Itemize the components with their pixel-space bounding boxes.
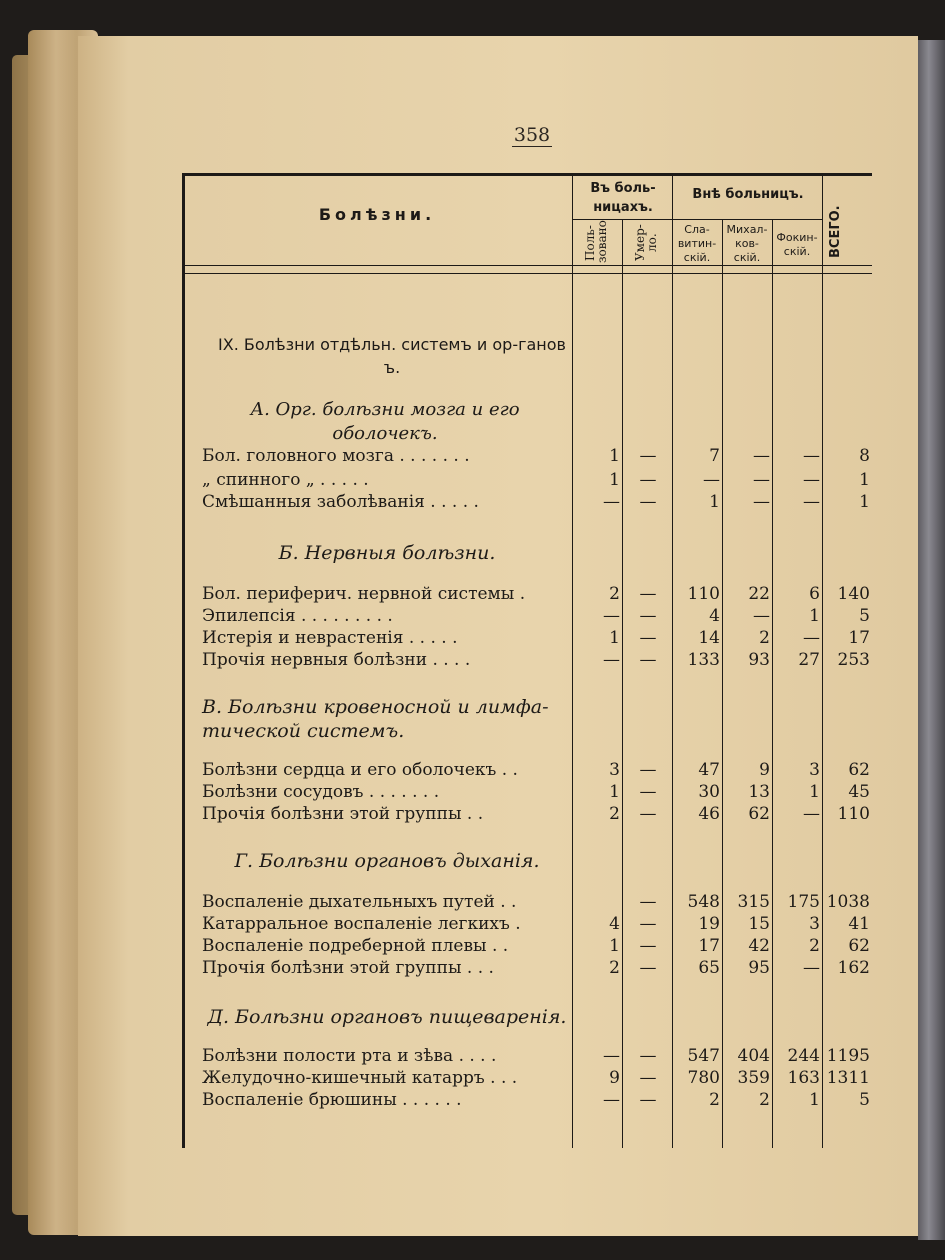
cell-fok: 1 (809, 606, 820, 626)
row-label: Воспаленіе подреберной плевы . . (202, 936, 509, 956)
row-label: Болѣзни полости рта и зѣва . . . . (202, 1046, 497, 1066)
header-bottom-rule (182, 265, 872, 266)
row-label: Прочія нервныя болѣзни . . . . (202, 650, 471, 670)
cell-died: — (639, 782, 657, 802)
cell-slav: 4 (709, 606, 720, 626)
cell-fok: — (803, 628, 820, 648)
cell-died: — (639, 446, 657, 466)
cell-used: — (603, 492, 620, 512)
cell-total: 62 (848, 760, 870, 780)
cell-total: 1 (859, 470, 870, 490)
cell-fok: — (803, 804, 820, 824)
row-label: Воспаленіе брюшины . . . . . . (202, 1090, 462, 1110)
cell-mikh: 9 (759, 760, 770, 780)
cell-mikh: 315 (737, 892, 770, 912)
cell-used: 9 (609, 1068, 620, 1088)
cell-total: 110 (837, 804, 870, 824)
cell-fok: 6 (809, 584, 820, 604)
group-title: Д. Болѣзни органовъ пищеваренія. (207, 1006, 567, 1028)
cell-slav: 548 (687, 892, 720, 912)
cell-died: — (639, 804, 657, 824)
cell-total: 45 (848, 782, 870, 802)
cell-mikh: 93 (748, 650, 770, 670)
cell-slav: 47 (698, 760, 720, 780)
cell-mikh: 95 (748, 958, 770, 978)
col-line-5 (772, 219, 773, 1148)
header-slavitinsky: Сла-витин-скій. (677, 223, 717, 264)
cell-died: — (639, 1090, 657, 1110)
cell-slav: 547 (687, 1046, 720, 1066)
cell-total: 253 (837, 650, 870, 670)
group-title: Г. Болѣзни органовъ дыханія. (234, 850, 540, 872)
row-label: Болѣзни сосудовъ . . . . . . . (202, 782, 440, 802)
cell-used: — (603, 1090, 620, 1110)
col-line-4 (722, 219, 723, 1148)
cell-died: — (639, 958, 657, 978)
cell-slav: 780 (687, 1068, 720, 1088)
cell-used: — (603, 650, 620, 670)
book-cover-edge (918, 40, 945, 1240)
cell-mikh: 22 (748, 584, 770, 604)
header-mikhalkovsky: Михал-ков-скій. (726, 223, 768, 264)
cell-total: 41 (848, 914, 870, 934)
cell-used: 2 (609, 584, 620, 604)
cell-total: 17 (848, 628, 870, 648)
cell-mikh: 13 (748, 782, 770, 802)
table-left-rule (182, 173, 185, 1148)
header-in-hospitals: Въ боль-ницахъ. (590, 181, 656, 215)
cell-died: — (639, 584, 657, 604)
col-line-1 (572, 173, 573, 1148)
cell-mikh: 15 (748, 914, 770, 934)
group-title: В. Болѣзни кровеносной и лимфа-тической системъ. (202, 696, 549, 742)
cell-used: 1 (609, 936, 620, 956)
cell-fok: 3 (809, 760, 820, 780)
row-label: Бол. головного мозга . . . . . . . (202, 446, 470, 466)
header-total: ВСЕГО. (828, 205, 843, 259)
row-label: Истерія и неврастенія . . . . . (202, 628, 458, 648)
header-group-rule (572, 219, 822, 220)
cell-used: 1 (609, 470, 620, 490)
cell-used: 2 (609, 958, 620, 978)
cell-used: — (603, 1046, 620, 1066)
cell-died: — (639, 492, 657, 512)
cell-fok: 175 (787, 892, 820, 912)
cell-fok: — (803, 958, 820, 978)
cell-used: 3 (609, 760, 620, 780)
cell-slav: 14 (698, 628, 720, 648)
cell-slav: 133 (687, 650, 720, 670)
cell-total: 162 (837, 958, 870, 978)
cell-died: — (639, 470, 657, 490)
row-label: Бол. периферич. нервной системы . (202, 584, 526, 604)
col-line-2 (622, 219, 623, 1148)
cell-fok: 163 (787, 1068, 820, 1088)
cell-used: 1 (609, 628, 620, 648)
cell-fok: — (803, 446, 820, 466)
cell-mikh: 404 (737, 1046, 770, 1066)
cell-died: — (639, 914, 657, 934)
cell-total: 1311 (826, 1068, 870, 1088)
header-outside-hospitals: Внѣ больницъ. (692, 187, 804, 202)
cell-slav: 1 (709, 492, 720, 512)
cell-mikh: 42 (748, 936, 770, 956)
cell-slav: 2 (709, 1090, 720, 1110)
header-bottom-rule-2 (182, 273, 872, 274)
cell-used: 4 (609, 914, 620, 934)
col-line-3 (672, 173, 673, 1148)
cell-slav: — (703, 470, 720, 490)
row-label: Болѣзни сердца и его оболочекъ . . (202, 760, 518, 780)
cell-fok: 2 (809, 936, 820, 956)
page-number: 358 (513, 124, 551, 146)
cell-fok: — (803, 470, 820, 490)
cell-fok: 27 (798, 650, 820, 670)
row-label: „ спинного „ . . . . . (202, 470, 369, 490)
cell-fok: 244 (787, 1046, 820, 1066)
cell-slav: 30 (698, 782, 720, 802)
row-label: Смѣшанныя заболѣванія . . . . . (202, 492, 479, 512)
cell-slav: 7 (709, 446, 720, 466)
cell-used: 1 (609, 782, 620, 802)
cell-died: — (639, 1046, 657, 1066)
cell-fok: — (803, 492, 820, 512)
header-died: Умер-ло. (633, 224, 659, 262)
section-title: IX. Болѣзни отдѣльн. системъ и ор-ганов ъ. (218, 335, 566, 377)
cell-fok: 1 (809, 782, 820, 802)
cell-died: — (639, 650, 657, 670)
cell-total: 62 (848, 936, 870, 956)
cell-total: 5 (859, 1090, 870, 1110)
cell-died: — (639, 606, 657, 626)
cell-mikh: — (753, 446, 770, 466)
row-label: Катарральное воспаленіе легкихъ . (202, 914, 521, 934)
header-fokinsky: Фокин-скій. (776, 231, 818, 258)
cell-mikh: 2 (759, 1090, 770, 1110)
cell-died: — (639, 892, 657, 912)
cell-fok: 1 (809, 1090, 820, 1110)
cell-used: — (603, 606, 620, 626)
cell-slav: 17 (698, 936, 720, 956)
cell-total: 5 (859, 606, 870, 626)
cell-total: 8 (859, 446, 870, 466)
cell-used: 1 (609, 446, 620, 466)
table-top-rule (182, 173, 872, 176)
cell-fok: 3 (809, 914, 820, 934)
cell-died: — (639, 628, 657, 648)
row-label: Прочія болѣзни этой группы . . (202, 804, 484, 824)
cell-slav: 110 (687, 584, 720, 604)
cell-mikh: 359 (737, 1068, 770, 1088)
cell-mikh: — (753, 470, 770, 490)
cell-slav: 65 (698, 958, 720, 978)
row-label: Воспаленіе дыхательныхъ путей . . (202, 892, 517, 912)
group-title: Б. Нервныя болѣзни. (278, 542, 496, 564)
row-label: Эпилепсія . . . . . . . . . (202, 606, 393, 626)
header-diseases: Болѣзни. (318, 205, 436, 224)
cell-died: — (639, 760, 657, 780)
header-used: Поль-зовано (583, 220, 609, 263)
cell-total: 1 (859, 492, 870, 512)
col-line-6 (822, 173, 823, 1148)
cell-slav: 19 (698, 914, 720, 934)
cell-mikh: — (753, 606, 770, 626)
cell-died: — (639, 1068, 657, 1088)
cell-mikh: 62 (748, 804, 770, 824)
group-title: А. Орг. болѣзни мозга и его оболочекъ. (250, 399, 520, 444)
row-label: Желудочно-кишечный катарръ . . . (202, 1068, 518, 1088)
cell-total: 140 (837, 584, 870, 604)
cell-mikh: 2 (759, 628, 770, 648)
cell-total: 1038 (826, 892, 870, 912)
cell-used: 2 (609, 804, 620, 824)
cell-slav: 46 (698, 804, 720, 824)
cell-total: 1195 (826, 1046, 870, 1066)
row-label: Прочія болѣзни этой группы . . . (202, 958, 494, 978)
cell-mikh: — (753, 492, 770, 512)
cell-died: — (639, 936, 657, 956)
disease-table (182, 173, 872, 1148)
